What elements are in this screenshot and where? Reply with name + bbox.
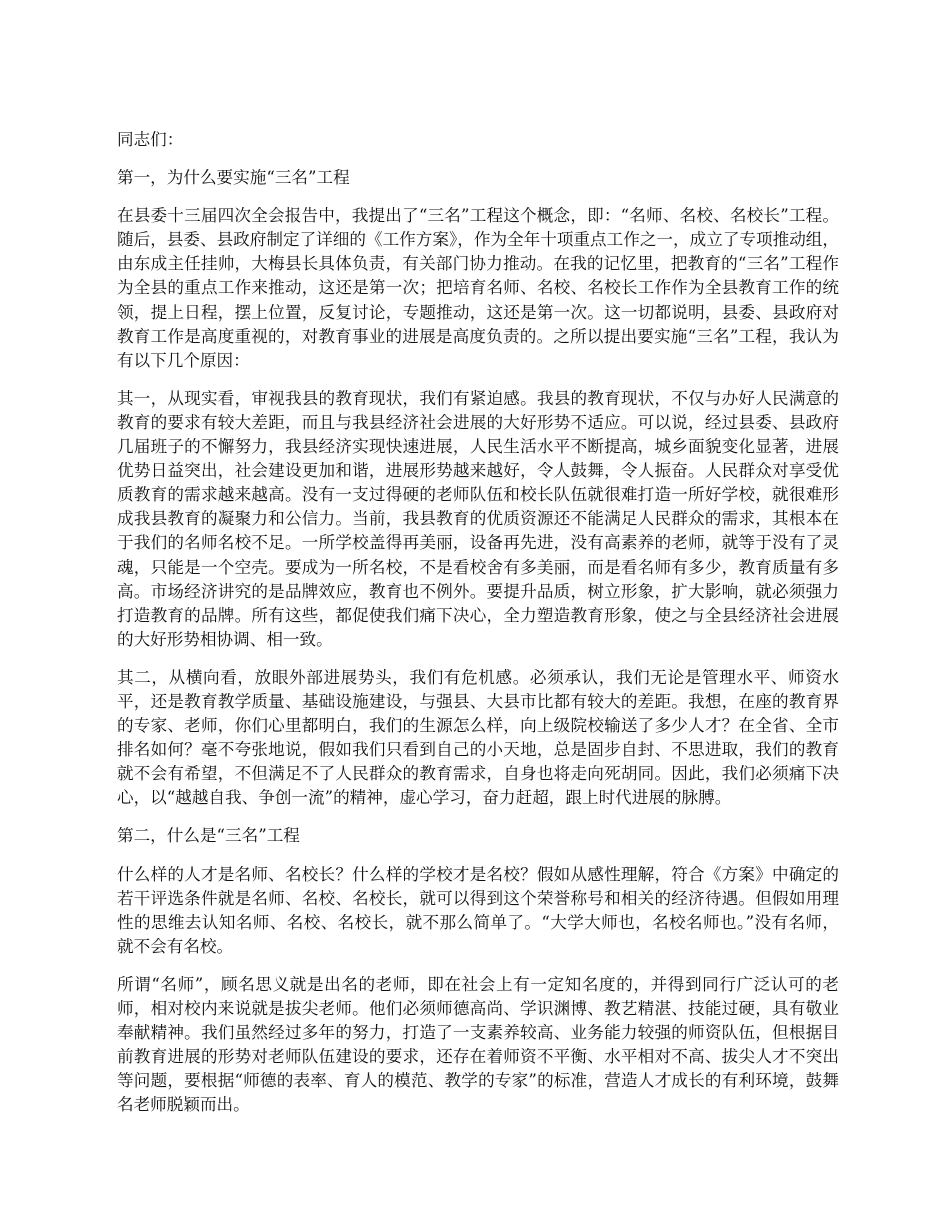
section-heading-1: 第一，为什么要实施“三名”工程: [117, 168, 350, 188]
salutation: 同志们：: [117, 130, 184, 149]
paragraph-3: 其二，从横向看，放眼外部进展势头，我们有危机感。必须承认，我们无论是管理水平、师资水平，还是教育教学质量、基础设施建设，与强县、大县市比都有较大的差距。我想，在座的教育界的专家、老师，你们心里都明白，我们的生源怎么样，向上级院校输送了多少人才？在全省、全市排名如何？毫不夸张地说，假如我们只看到自己的小天地，总是固步自封、不思进取，我们的教育就不会有希望，不但满足不了人民群众的教育需求，自身也将走向死胡同。因此，我们必须痛下决心，以“越越自我、争创一流”的精神，虚心学习，奋力赶超，跟上时代进展的脉膊。: [117, 667, 839, 808]
paragraph-4: 什么样的人才是名师、名校长？什么样的学校才是名校？假如从感性理解，符合《方案》中确定的若干评选条件就是名师、名校、名校长，就可以得到这个荣誉称号和相关的经济待遇。但假如用理性的思维去认知名师、名校、名校长，就不那么简单了。“大学大师也，名校名师也。”没有名师，就不会有名校。: [117, 864, 839, 956]
paragraph-1: 在县委十三届四次全会报告中，我提出了“三名”工程这个概念，即：“名师、名校、名校长”工程。随后，县委、县政府制定了详细的《工作方案》，作为全年十项重点工作之一，成立了专项推动组，由东成主任挂帅，大梅县长具体负责，有关部门协力推动。在我的记忆里，把教育的“三名”工程作为全县的重点工作来推动，这还是第一次；把培育名师、名校、名校长工作作为全县教育工作的统领，提上日程，摆上位置，反复讨论，专题推动，这还是第一次。这一切都说明，县委、县政府对教育工作是高度重视的，对教育事业的进展是高度负责的。之所以提出要实施“三名”工程，我认为有以下几个原因：: [117, 206, 839, 370]
paragraph-5: 所谓“名师”，顾名思义就是出名的老师，即在社会上有一定知名度的，并得到同行广泛认可的老师，相对校内来说就是拔尖老师。他们必须师德高尚、学识渊博、教艺精湛、技能过硬，具有敬业奉献精神。我们虽然经过多年的努力，打造了一支素养较高、业务能力较强的师资队伍，但根据目前教育进展的形势对老师队伍建设的要求，还存在着师资不平衡、水平相对不高、拔尖人才不突出等问题，要根据“师德的表率、育人的模范、教学的专家”的标准，营造人才成长的有利环境，鼓舞名老师脱颖而出。: [117, 974, 839, 1115]
document-body: [117, 128, 839, 1131]
paragraph-2: 其一，从现实看，审视我县的教育现状，我们有紧迫感。我县的教育现状，不仅与办好人民满意的教育的要求有较大差距，而且与我县经济社会进展的大好形势不适应。可以说，经过县委、县政府几届班子的不懈努力，我县经济实现快速进展，人民生活水平不断提高，城乡面貌变化显著，进展优势日益突出，社会建设更加和谐，进展形势越来越好，令人鼓舞，令人振奋。人民群众对享受优质教育的需求越来越高。没有一支过得硬的老师队伍和校长队伍就很难打造一所好学校，就很难形成我县教育的凝聚力和公信力。当前，我县教育的优质资源还不能满足人民群众的需求，其根本在于我们的名师名校不足。一所学校盖得再美丽，设备再先进，没有高素养的老师，就等于没有了灵魂，只能是一个空壳。要成为一所名校，不是看校舍有多美丽，而是看名师有多少，教育质量有多高。市场经济讲究的是品牌效应，教育也不例外。要提升品质，树立形象，扩大影响，就必须强力打造教育的品牌。所有这些，都促使我们痛下决心，全力塑造教育形象，使之与全县经济社会进展的大好形势相协调、相一致。: [117, 388, 839, 649]
section-heading-2: 第二，什么是“三名”工程: [117, 826, 300, 846]
